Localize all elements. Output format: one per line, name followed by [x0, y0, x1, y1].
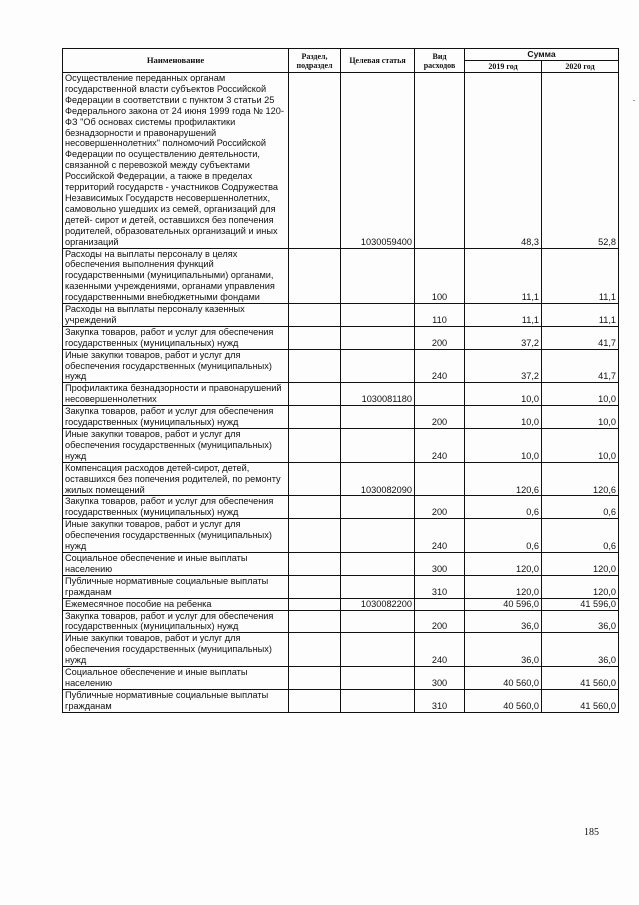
table-row: [63, 496, 619, 519]
row-name: Иные закупки товаров, работ и услуг для обеспечения государственных (муниципальных) нужд: [63, 429, 289, 463]
row-sum-2020: 0,6: [542, 496, 619, 519]
row-sum-2019: 10,0: [465, 406, 542, 429]
row-section: [289, 462, 341, 496]
table-body: [63, 73, 619, 713]
row-sum-2020: 0,6: [542, 519, 619, 553]
header-sum: Сумма: [465, 49, 619, 61]
table-row: [63, 406, 619, 429]
row-sum-2020: 120,0: [542, 552, 619, 575]
table-row: [63, 429, 619, 463]
row-sum-2020: 41 560,0: [542, 667, 619, 690]
row-target-code: [341, 667, 415, 690]
row-target-code: [341, 304, 415, 327]
row-section: [289, 496, 341, 519]
row-sum-2019: 36,0: [465, 633, 542, 667]
row-sum-2020: 120,6: [542, 462, 619, 496]
row-name: Профилактика безнадзорности и правонарушений несовершеннолетних: [63, 383, 289, 406]
table-row: [63, 462, 619, 496]
row-expense-kind: 200: [415, 406, 465, 429]
table-row: [63, 598, 619, 610]
table-row: [63, 304, 619, 327]
row-sum-2019: 40 596,0: [465, 598, 542, 610]
row-sum-2019: 11,1: [465, 248, 542, 304]
row-name: Ежемесячное пособие на ребенка: [63, 598, 289, 610]
row-sum-2019: 11,1: [465, 304, 542, 327]
row-expense-kind: 300: [415, 667, 465, 690]
row-target-code: 1030082090: [341, 462, 415, 496]
row-sum-2019: 120,0: [465, 552, 542, 575]
row-name: Расходы на выплаты персоналу казенных учреждений: [63, 304, 289, 327]
row-target-code: [341, 496, 415, 519]
row-sum-2020: 10,0: [542, 429, 619, 463]
row-section: [289, 349, 341, 383]
header-kind: Вид расходов: [415, 49, 465, 73]
table-row: [63, 667, 619, 690]
row-expense-kind: 240: [415, 519, 465, 553]
header-section: Раздел, подраздел: [289, 49, 341, 73]
row-sum-2020: 10,0: [542, 406, 619, 429]
header-name: Наименование: [63, 49, 289, 73]
table-row: [63, 383, 619, 406]
row-sum-2019: 40 560,0: [465, 667, 542, 690]
row-sum-2020: 36,0: [542, 610, 619, 633]
row-section: [289, 429, 341, 463]
row-target-code: [341, 552, 415, 575]
row-sum-2019: 10,0: [465, 383, 542, 406]
row-section: [289, 248, 341, 304]
row-expense-kind: 200: [415, 496, 465, 519]
row-target-code: [341, 326, 415, 349]
row-sum-2019: 40 560,0: [465, 689, 542, 712]
row-name: Осуществление переданных органам государственной власти субъектов Российской Федерации в соответствии с пунктом 3 статьи 25 Федерального закона от 24 июня 1999 года № 120-ФЗ "Об основах системы профилактики безнадзорности и правонарушений несовершеннолетних" полномочий Российской Федерации по осуществлению деятельности, связанной с перевозкой между субъектами Российской Федерации, а также в пределах территорий государств - участников Содружества Независимых Государств несовершеннолетних, самовольно ушедших из семей, организаций для детей- сирот и детей, оставшихся без попечения родителей, образовательных организаций и иных организаций: [63, 73, 289, 249]
row-sum-2019: 120,6: [465, 462, 542, 496]
table-row: [63, 73, 619, 249]
row-section: [289, 552, 341, 575]
row-name: Иные закупки товаров, работ и услуг для обеспечения государственных (муниципальных) нужд: [63, 633, 289, 667]
row-section: [289, 633, 341, 667]
row-section: [289, 304, 341, 327]
row-target-code: [341, 689, 415, 712]
row-expense-kind: 200: [415, 610, 465, 633]
row-sum-2020: 41 596,0: [542, 598, 619, 610]
row-target-code: [341, 349, 415, 383]
row-target-code: 1030081180: [341, 383, 415, 406]
budget-table: [62, 48, 619, 713]
row-expense-kind: [415, 598, 465, 610]
row-sum-2020: 36,0: [542, 633, 619, 667]
row-expense-kind: 300: [415, 552, 465, 575]
row-section: [289, 73, 341, 249]
table-row: [63, 326, 619, 349]
row-sum-2019: 37,2: [465, 349, 542, 383]
row-sum-2020: 52,8: [542, 73, 619, 249]
row-expense-kind: 310: [415, 689, 465, 712]
row-section: [289, 598, 341, 610]
table-row: [63, 349, 619, 383]
row-sum-2019: 48,3: [465, 73, 542, 249]
row-target-code: [341, 519, 415, 553]
row-name: Закупка товаров, работ и услуг для обеспечения государственных (муниципальных) нужд: [63, 406, 289, 429]
row-expense-kind: 200: [415, 326, 465, 349]
table-row: [63, 575, 619, 598]
table-row: [63, 552, 619, 575]
row-target-code: [341, 575, 415, 598]
row-expense-kind: 100: [415, 248, 465, 304]
table-row: [63, 610, 619, 633]
row-sum-2020: 120,0: [542, 575, 619, 598]
row-sum-2019: 0,6: [465, 496, 542, 519]
row-expense-kind: [415, 462, 465, 496]
header-year-2020: 2020 год: [542, 61, 619, 73]
table-row: [63, 519, 619, 553]
row-target-code: [341, 610, 415, 633]
row-target-code: 1030082200: [341, 598, 415, 610]
row-sum-2019: 37,2: [465, 326, 542, 349]
row-expense-kind: [415, 383, 465, 406]
row-section: [289, 383, 341, 406]
row-target-code: [341, 429, 415, 463]
row-name: Закупка товаров, работ и услуг для обеспечения государственных (муниципальных) нужд: [63, 610, 289, 633]
scan-artifact: [633, 100, 635, 101]
row-target-code: [341, 406, 415, 429]
table-header: [63, 49, 619, 73]
row-section: [289, 519, 341, 553]
row-section: [289, 689, 341, 712]
row-target-code: 1030059400: [341, 73, 415, 249]
row-expense-kind: 240: [415, 349, 465, 383]
row-sum-2019: 120,0: [465, 575, 542, 598]
row-name: Публичные нормативные социальные выплаты гражданам: [63, 689, 289, 712]
header-year-2019: 2019 год: [465, 61, 542, 73]
header-target: Целевая статья: [341, 49, 415, 73]
row-name: Закупка товаров, работ и услуг для обеспечения государственных (муниципальных) нужд: [63, 496, 289, 519]
row-sum-2020: 41 560,0: [542, 689, 619, 712]
row-name: Социальное обеспечение и иные выплаты населению: [63, 667, 289, 690]
row-target-code: [341, 248, 415, 304]
row-sum-2019: 36,0: [465, 610, 542, 633]
page-number: 185: [584, 827, 599, 838]
row-sum-2020: 11,1: [542, 304, 619, 327]
row-section: [289, 406, 341, 429]
row-name: Закупка товаров, работ и услуг для обеспечения государственных (муниципальных) нужд: [63, 326, 289, 349]
row-sum-2020: 11,1: [542, 248, 619, 304]
row-name: Компенсация расходов детей-сирот, детей, оставшихся без попечения родителей, по ремонту жилых помещений: [63, 462, 289, 496]
row-name: Расходы на выплаты персоналу в целях обеспечения выполнения функций государственными (муниципальными) органами, казенными учреждениями, органами управления государственными внебюджетными фондами: [63, 248, 289, 304]
table-row: [63, 633, 619, 667]
row-expense-kind: [415, 73, 465, 249]
row-expense-kind: 240: [415, 429, 465, 463]
row-sum-2020: 10,0: [542, 383, 619, 406]
row-name: Социальное обеспечение и иные выплаты населению: [63, 552, 289, 575]
row-section: [289, 326, 341, 349]
row-expense-kind: 110: [415, 304, 465, 327]
row-name: Иные закупки товаров, работ и услуг для обеспечения государственных (муниципальных) нужд: [63, 349, 289, 383]
row-sum-2019: 0,6: [465, 519, 542, 553]
row-sum-2019: 10,0: [465, 429, 542, 463]
row-section: [289, 610, 341, 633]
row-section: [289, 667, 341, 690]
table-row: [63, 248, 619, 304]
row-expense-kind: 240: [415, 633, 465, 667]
row-sum-2020: 41,7: [542, 326, 619, 349]
row-target-code: [341, 633, 415, 667]
row-name: Публичные нормативные социальные выплаты гражданам: [63, 575, 289, 598]
table-row: [63, 689, 619, 712]
row-name: Иные закупки товаров, работ и услуг для обеспечения государственных (муниципальных) нужд: [63, 519, 289, 553]
row-sum-2020: 41,7: [542, 349, 619, 383]
row-expense-kind: 310: [415, 575, 465, 598]
row-section: [289, 575, 341, 598]
